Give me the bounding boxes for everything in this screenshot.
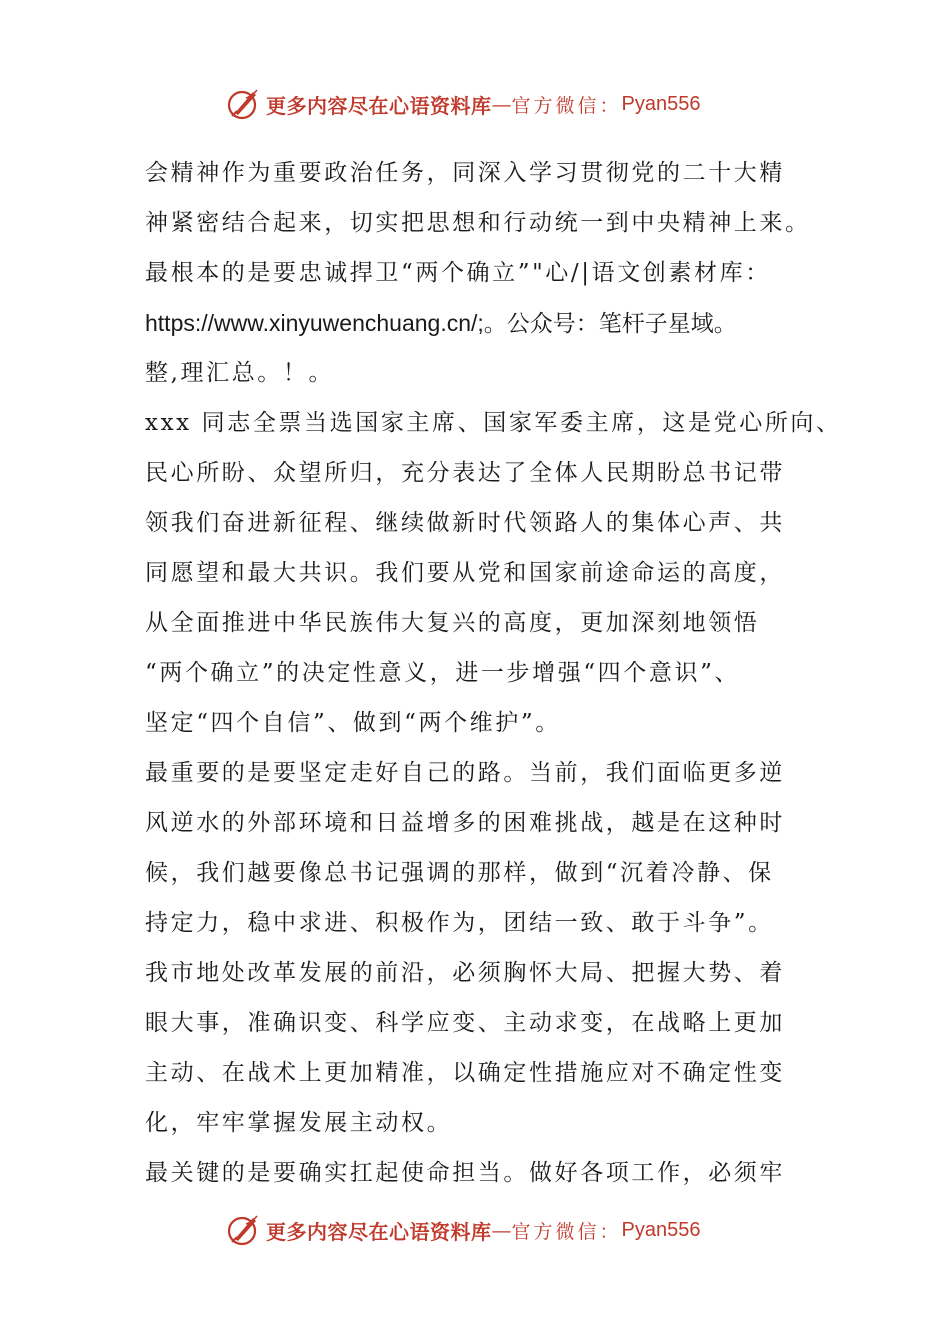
body-line-url: [145, 298, 835, 348]
banner-wechat-label: 官方微信：: [511, 94, 622, 117]
body-line: 候，我们越要像总书记强调的那样，做到“沉着冷静、保: [145, 860, 774, 886]
body-line: 坚定“四个自信”、做到“两个维护”。: [145, 710, 561, 736]
quill-logo-icon: [226, 1212, 262, 1248]
body-line: 同愿望和最大共识。我们要从党和国家前途命运的高度，: [145, 560, 785, 586]
body-line: 我市地处改革发展的前沿，必须胸怀大局、把握大势、着: [145, 960, 785, 986]
header-banner: [226, 84, 700, 124]
body-line: 从全面推进中华民族伟大复兴的高度，更加深刻地领悟: [145, 610, 760, 636]
body-line: 最重要的是要坚定走好自己的路。当前，我们面临更多逆: [145, 760, 785, 786]
body-line: 神紧密结合起来，切实把思想和行动统一到中央精神上来。: [145, 210, 811, 236]
body-line: “两个确立”的决定性意义，进一步增强“四个意识”、: [145, 660, 741, 686]
banner-wechat-id: Pyan556: [621, 1218, 701, 1241]
body-line: 领我们奋进新征程、继续做新时代领路人的集体心声、共: [145, 510, 785, 536]
footer-banner: [226, 1210, 700, 1250]
body-line: 民心所盼、众望所归，充分表达了全体人民期盼总书记带: [145, 460, 785, 486]
body-line: 持定力，稳中求进、积极作为，团结一致、敢于斗争”。: [145, 910, 774, 936]
banner-wechat-id: Pyan556: [621, 92, 701, 115]
quill-logo-icon: [226, 86, 262, 122]
banner-wechat-label: 官方微信：: [511, 1220, 622, 1243]
body-line: 最关键的是要确实扛起使命担当。做好各项工作，必须牢: [145, 1160, 785, 1186]
body-line: 最根本的是要忠诚捍卫“两个确立”"心/|语文创素材库：: [145, 260, 771, 286]
banner-dash: —: [491, 92, 512, 116]
banner-dash: —: [491, 1218, 512, 1242]
body-line: 主动、在战术上更加精准，以确定性措施应对不确定性变: [145, 1060, 785, 1086]
body-line: 眼大事，准确识变、科学应变、主动求变，在战略上更加: [145, 1010, 785, 1036]
body-line: 会精神作为重要政治任务，同深入学习贯彻党的二十大精: [145, 160, 785, 186]
banner-brand: 更多内容尽在心语资料库: [266, 93, 492, 118]
body-line: 化，牢牢掌握发展主动权。: [145, 1110, 453, 1136]
body-line: 整,理汇总。！。: [145, 360, 335, 386]
body-line-url-text: https://www.xinyuwenchuang.cn/;。公众号：笔杆子星域。: [145, 310, 737, 336]
banner-brand: 更多内容尽在心语资料库: [266, 1219, 492, 1244]
body-line: xxx 同志全票当选国家主席、国家军委主席，这是党心所向、: [145, 410, 842, 436]
body-line: 风逆水的外部环境和日益增多的困难挑战，越是在这种时: [145, 810, 785, 836]
document-body: [145, 148, 842, 1198]
